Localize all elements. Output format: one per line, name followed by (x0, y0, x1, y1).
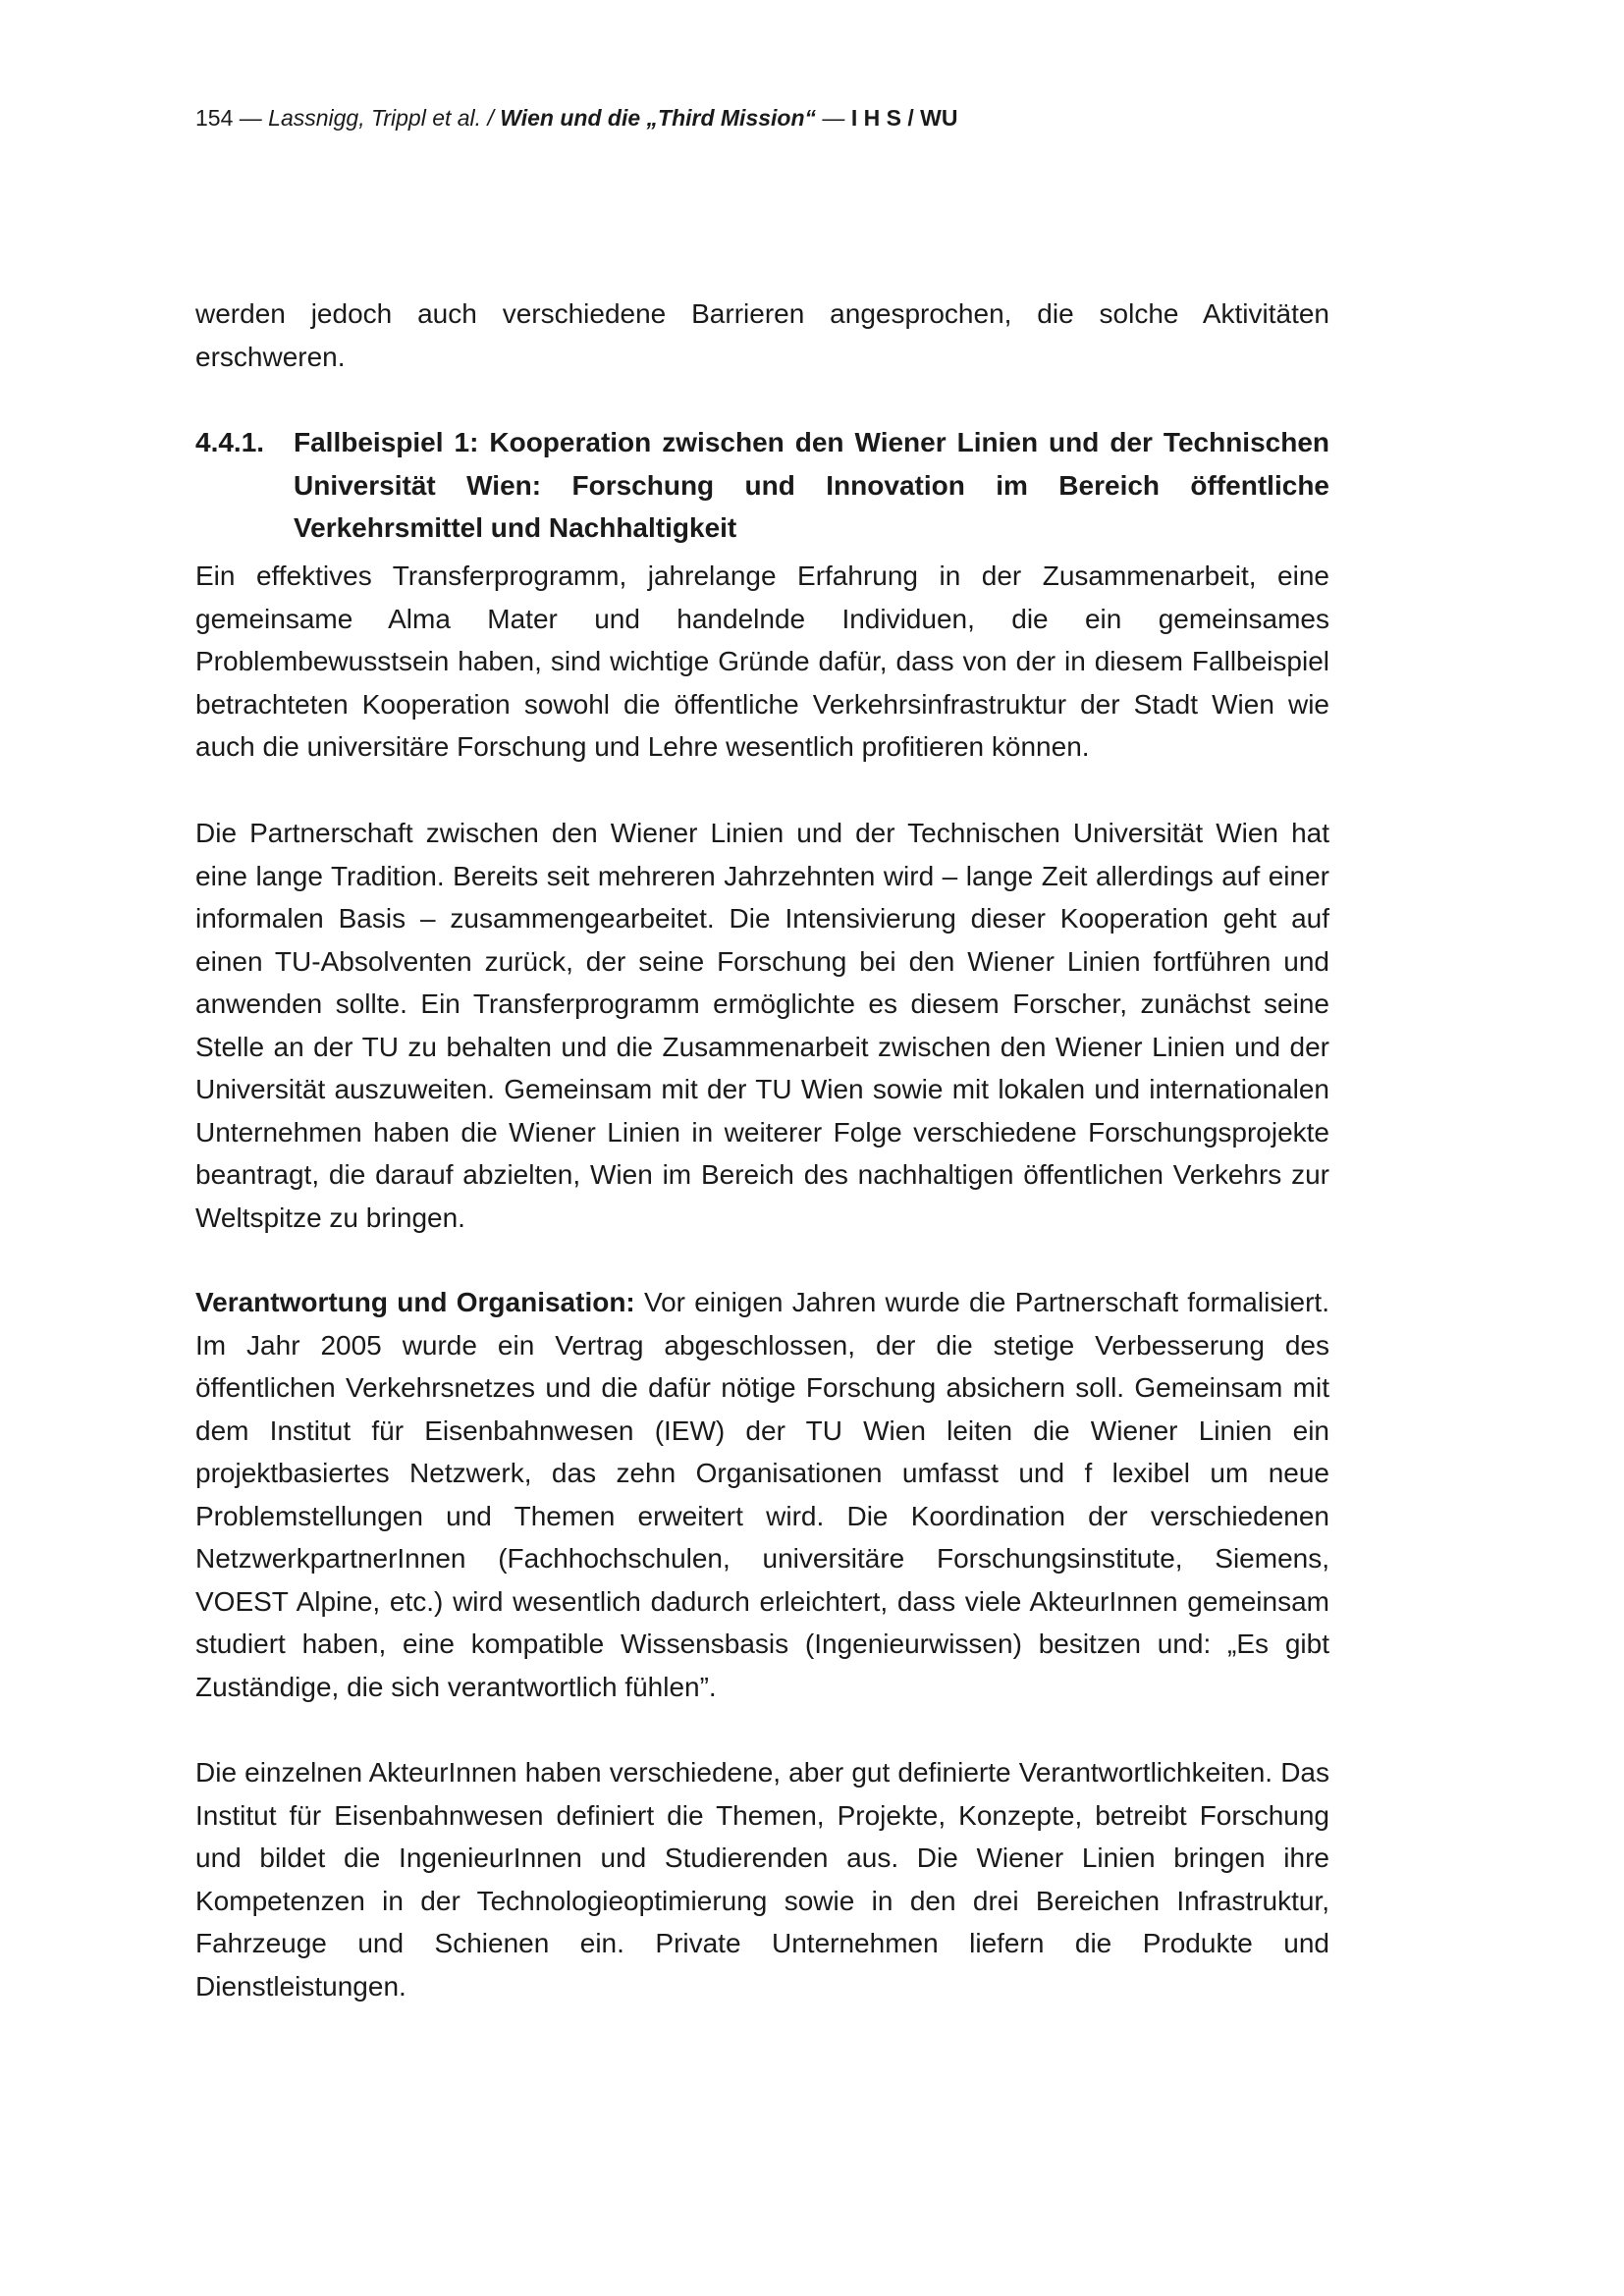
header-institutions: I H S / WU (850, 105, 958, 131)
paragraph-3-body: Vor einigen Jahren wurde die Partnerschaft formalisiert. Im Jahr 2005 wurde ein Vertrag abgeschlossen, der die stetige Verbesserung des öffentlichen Verkehrsnetzes und die dafür nötige Forschung absichern soll. Gemeinsam mit dem Institut für Eisenbahnwesen (IEW) der TU Wien leiten die Wiener Linien ein projektbasiertes Netzwerk, das zehn Organisationen umfasst und f lexibel um neue Problemstellungen und Themen erweitert wird. Die Koordination der verschiedenen NetzwerkpartnerInnen (Fachhochschulen, universitäre Forschungsinstitute, Siemens, VOEST Alpine, etc.) wird wesentlich dadurch erleichtert, dass viele AkteurInnen gemeinsam studiert haben, eine kompatible Wissensbasis (Ingenieurwissen) besitzen und: „Es gibt Zuständige, die sich verantwortlich fühlen”. (195, 1287, 1329, 1702)
header-authors: Lassnigg, Trippl et al. / (268, 105, 501, 131)
header-separator-2: — (816, 105, 851, 131)
page-number: 154 (195, 105, 234, 131)
paragraph-1: Ein effektives Transferprogramm, jahrelange Erfahrung in der Zusammenarbeit, eine gemeinsame Alma Mater und handelnde Individuen, die ein gemeinsames Problembewusstsein haben, sind wichtige Gründe dafür, dass von der in diesem Fallbeispiel betrachteten Kooperation sowohl die öffentliche Verkehrsinfrastruktur der Stadt Wien wie auch die universitäre Forschung und Lehre wesentlich profitieren können. (195, 561, 1329, 762)
section-heading (195, 421, 1329, 550)
section-number: 4.4.1. (195, 427, 265, 457)
paragraph-4: Die einzelnen AkteurInnen haben verschiedene, aber gut definierte Verantwortlichkeiten. Das Institut für Eisenbahnwesen definiert die Themen, Projekte, Konzepte, betreibt Forschung und bildet die IngenieurInnen und Studierenden aus. Die Wiener Linien bringen ihre Kompetenzen in der Technologieoptimierung sowie in den drei Bereichen Infrastruktur, Fahrzeuge und Schienen ein. Private Unternehmen liefern die Produkte und Dienstleistungen. (195, 1757, 1329, 2002)
header-separator: — (233, 105, 269, 131)
intro-paragraph: werden jedoch auch verschiedene Barrieren angesprochen, die solche Aktivitäten erschweren. (195, 298, 1329, 372)
paragraph-3-lead: Verantwortung und Organisation: (195, 1287, 635, 1317)
section-title: Fallbeispiel 1: Kooperation zwischen den Wiener Linien und der Technischen Universität Wien: Forschung und Innovation im Bereich öffentliche Verkehrsmittel und Nachhaltigkeit (294, 427, 1329, 543)
running-header (195, 102, 957, 133)
paragraph-2: Die Partnerschaft zwischen den Wiener Linien und der Technischen Universität Wien hat eine lange Tradition. Bereits seit mehreren Jahrzehnten wird – lange Zeit allerdings auf einer informalen Basis – zusammengearbeitet. Die Intensivierung dieser Kooperation geht auf einen TU-Absolventen zurück, der seine Forschung bei den Wiener Linien fortführen und anwenden sollte. Ein Transferprogramm ermöglichte es diesem Forscher, zunächst seine Stelle an der TU zu behalten und die Zusammenarbeit zwischen den Wiener Linien und der Universität auszuweiten. Gemeinsam mit der TU Wien sowie mit lokalen und internationalen Unternehmen haben die Wiener Linien in weiterer Folge verschiedene Forschungsprojekte beantragt, die darauf abzielten, Wien im Bereich des nachhaltigen öffentlichen Verkehrs zur Weltspitze zu bringen. (195, 818, 1329, 1233)
header-title: Wien und die „Third Mission“ (500, 105, 817, 131)
paragraph-3 (195, 1281, 1329, 1708)
